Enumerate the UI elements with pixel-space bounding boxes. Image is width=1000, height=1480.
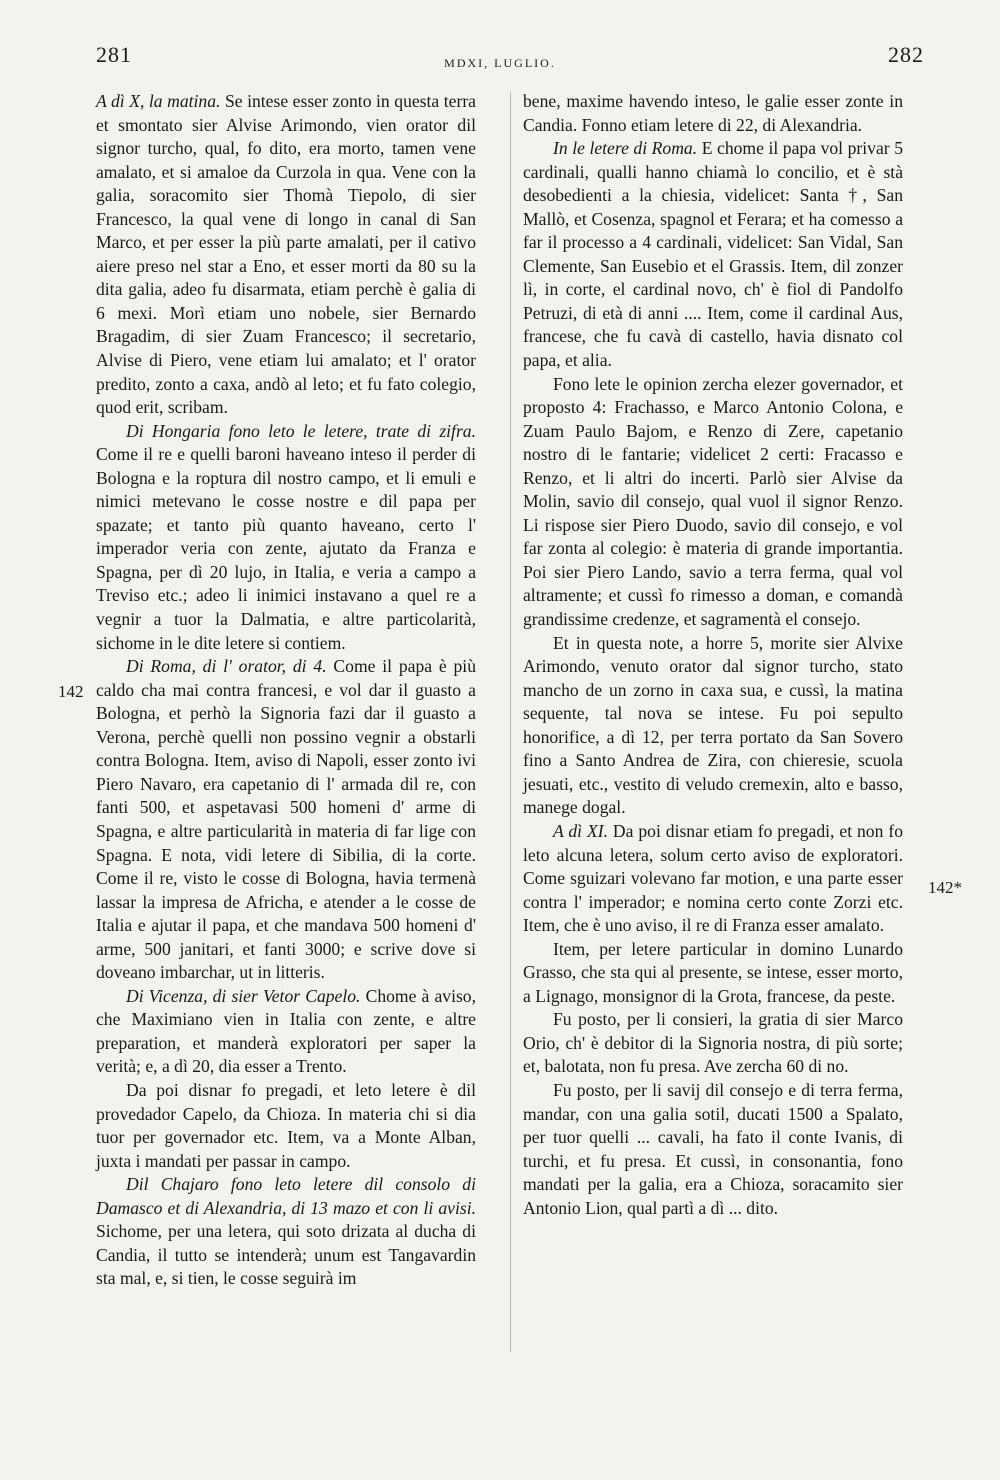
margin-note-right: 142* [928, 878, 962, 897]
paragraph-text: Sichome, per una letera, qui soto drizata al ducha di Candia, il tutto se intenderà; unum est Tangavardin sta mal, e, si tien, le cosse seguirà im [96, 1221, 476, 1289]
paragraph-text: Fu posto, per li savij dil consejo e di terra ferma, mandar, con una galia sotil, ducati 1500 a Spalato, per tuor quelli ... cavali, ha fato il conte Ivanis, di turchi, et fu presa. Et cussì, in consonantia, fono mandati per la galia, era a Chioza, soracamito sier Antonio Lion, qual partì a dì ... dito. [523, 1079, 903, 1218]
paragraph [96, 655, 476, 985]
paragraph [523, 1079, 903, 1220]
page-number-left: 281 [96, 42, 132, 67]
paragraph-text: Fono lete le opinion zercha elezer governador, et proposto 4: Frachasso, e Marco Antonio Colona, e Zuam Paulo Bajom, e Renzo di Zere, capetanio nostro di le fantarie; videlicet 2 certi: Fracasso e Renzo, et li altri do incerti. Parlò sier Alvise da Molin, savio dil consejo, qual vuol il signor Renzo. Li rispose sier Piero Duodo, savio dil consejo, e vol far zonta al colegio: è materia di grande importantia. Poi sier Piero Lando, savio a terra ferma, qual vol altramente; et cussì fo rimesso a doman, e comandà grandissime credenze, et sagramentà el consejo. [523, 373, 903, 630]
paragraph-text: Da poi disnar fo pregadi, et leto letere è dil provedador Capelo, da Chioza. In materia chi si dia tuor per governador etc. Item, va a Monte Alban, juxta i mandati per passar in campo. [96, 1079, 476, 1171]
paragraph [523, 938, 903, 1009]
paragraph-text: Et in questa note, a horre 5, morite sier Alvixe Arimondo, venuto orator dal signor turcho, stato mancho de un zorno in caxa sua, e cussì, la matina sequente, tal nova se intese. Fu poi sepulto honorifice, a dì 12, per terra portato da San Sovero fino a Santo Andrea de Zira, con chieresie, scuola jesuati, etc., vestito di veludo cremexin, alto e basso, manege dogal. [523, 632, 903, 818]
paragraph-lead: Di Vicenza, di sier Vetor Capelo. [126, 985, 361, 1006]
paragraph-text: Come il re e quelli baroni haveano inteso il perder di Bologna e la roptura dil nostro campo, et li emuli e nimici metevano le cosse nostre e dil papa per spazate; et tanto più quanto haveano, certo l' imperador veria con zente, ajutato da Franza e Spagna, per dì 20 lujo, in Italia, e veria a campo a Treviso etc.; adeo li inimici instavano a quel re a vegnir a tuor la Dalmatia, e altre particolarità, sichome in le dite letere si contiem. [96, 444, 476, 653]
paragraph-text: Da poi disnar etiam fo pregadi, et non fo leto alcuna letera, solum certo aviso de exploratori. Come sguizari volevano far motion, e una parte esser contra l' imperador; e nomina certo conte Zorzi etc. Item, che è uno aviso, il re di Franza esser amalato. [523, 820, 903, 936]
paragraph-lead: A dì X, la matina. [96, 91, 221, 111]
paragraph-lead: In le letere di Roma. [553, 138, 698, 159]
column-divider [510, 92, 511, 1352]
page-number-right: 282 [888, 42, 924, 67]
margin-note-left: 142 [58, 682, 84, 701]
running-title: MDXI, LUGLIO. [444, 56, 556, 70]
paragraph [523, 90, 903, 137]
paragraph-text: E chome il papa vol privar 5 cardinali, qualli hanno chiamà lo concilio, et è stà desobedienti a la chiesia, videlicet: Santa †, San Mallò, et Cosenza, spagnol et Ferara; et ha comesso a far il processo a 4 cardinali, videlicet: San Vidal, San Clemente, San Eusebio et el Grassis. Item, dil zonzer lì, in corte, el cardinal novo, ch' è fiol di Pandolfo Petruzi, di età di anni .... Item, come il cardinal Aus, francese, che fu cavà di castello, havia disnato col papa, et alia. [523, 138, 903, 371]
paragraph-text: Chome à aviso, che Maximiano vien in Italia con zente, e altre preparation, et manderà exploratori per saper la verità; e, a dì 20, dia esser a Trento. [96, 985, 476, 1077]
paragraph [96, 1173, 476, 1291]
paragraph [96, 985, 476, 1079]
paragraph-lead: Dil Chajaro fono leto letere dil consolo di Damasco et di Alexandria, di 13 mazo et con li avisi. [96, 1174, 476, 1218]
paragraph [96, 420, 476, 655]
paragraph-text: Fu posto, per li consieri, la gratia di sier Marco Orio, ch' è debitor di la Signoria nostra, di più sorte; et, balotata, non fu presa. Ave zercha 60 di no. [523, 1009, 903, 1077]
running-header [0, 42, 1000, 76]
right-column [523, 90, 903, 1220]
paragraph-text: bene, maxime havendo inteso, le galie esser zonte in Candia. Fonno etiam letere di 22, di Alexandria. [523, 91, 903, 135]
paragraph [96, 90, 476, 420]
paragraph [523, 1008, 903, 1079]
paragraph-lead: Di Hongaria fono leto le letere, trate di zifra. [126, 420, 476, 441]
paragraph [523, 632, 903, 820]
paragraph-text: Item, per letere particular in domino Lunardo Grasso, che sta qui al presente, se intese, esser morto, a Lignago, monsignor di la Grota, francese, da peste. [523, 938, 903, 1006]
paragraph-text: Come il papa è più caldo cha mai contra francesi, e vol dar il guasto a Bologna, et perhò la Signoria fazi dar il guasto a Verona, perchè quelli non possino vegnir a obstarli contra Bologna. Item, aviso di Napoli, esser zonto ivi Piero Navaro, era capetanio di l' armada dil re, con fanti 500, et aspetavasi 500 homeni d' arme di Spagna, e altre particularità in materia di far lige con Spagna. E nota, vidi letere di Sibilia, di la corte. Come il re, visto le cosse di Bologna, havia termenà lassar la impresa de Africha, e atender a le cosse de Italia e ajutar il papa, et che mandava 500 homeni d' arme, 500 janitari, et fanti 3000; e scrive dove si doveano imbarchar, ut in litteris. [96, 656, 476, 983]
paragraph-lead: Di Roma, di l' orator, di 4. [126, 656, 327, 677]
left-column [96, 90, 476, 1291]
paragraph [523, 820, 903, 938]
paragraph [523, 137, 903, 372]
paragraph-lead: A dì XI. [553, 820, 608, 841]
paragraph [523, 373, 903, 632]
paragraph-text: Se intese esser zonto in questa terra et smontato sier Alvise Arimondo, vien orator dil signor turcho, qual, fo dito, era morto, tamen vene amalato, et si amaloe da Curzola in qua. Vene con la galia, soracomito sier Thomà Tiepolo, di sier Francesco, la qual vene di longo in canal di San Marco, et per esser la più parte amalati, per il cativo aiere preso nel star a Eno, et esser morti da 80 su la dita galia, adeo fu disarmata, etiam perchè è galia di 6 mexi. Morì etiam uno nobele, sier Bernardo Bragadim, di sier Zuam Francesco; il secretario, Alvise di Piero, vene etiam lui amalato; et l' orator predito, zonto a caxa, andò al leto; et fu fato colegio, quod erit, scribam. [96, 91, 476, 418]
paragraph [96, 1079, 476, 1173]
